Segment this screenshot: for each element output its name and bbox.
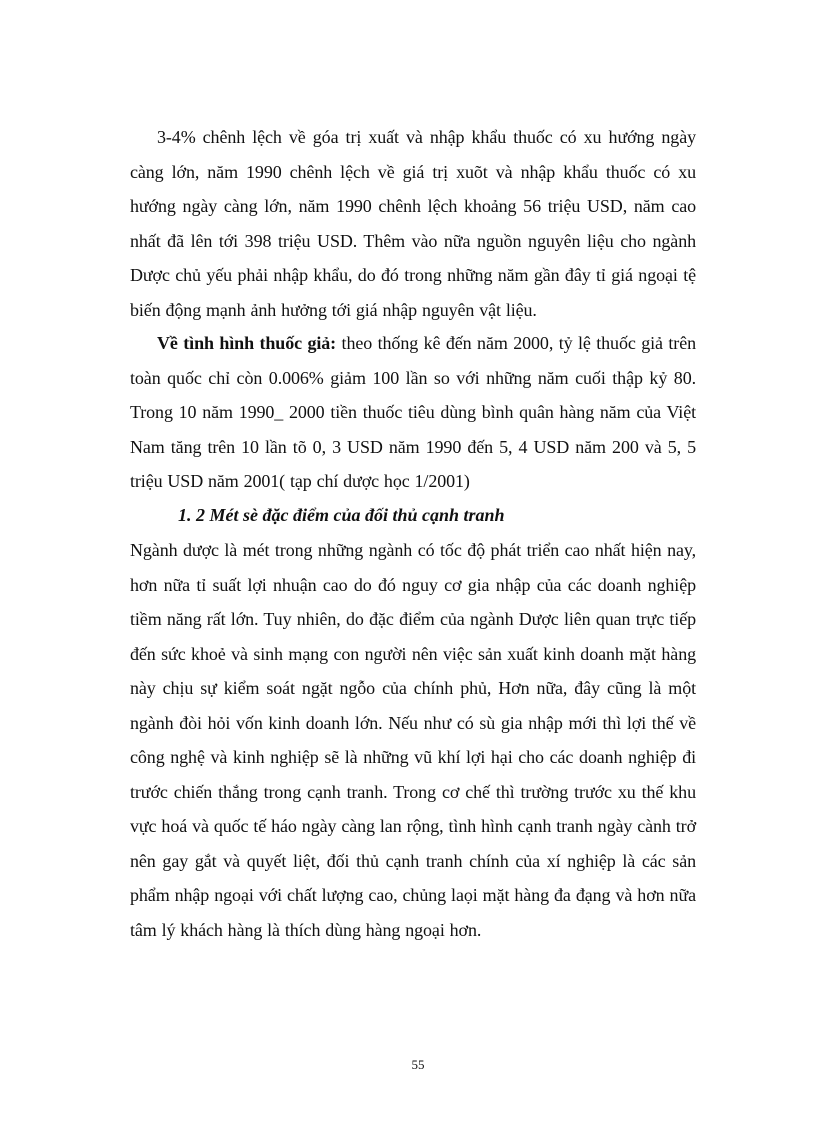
paragraph-counterfeit-drugs [130,326,696,499]
body-text-competitors [130,533,696,947]
section-heading: 1. 2 Mét sè đặc điểm của đối thủ cạnh tranh [178,505,505,525]
body-text-top [130,120,696,327]
body-text-counterfeit [130,326,696,499]
page-number: 55 [411,1057,425,1072]
paragraph-body: theo thống kê đến năm 2000, tỷ lệ thuốc giả trên toàn quốc chỉ còn 0.006% giảm 100 lần so với những năm cuối thập kỷ 80. Trong 10 năm 1990_ 2000 tiền thuốc tiêu dùng bình quân hàng năm của Việt Nam tăng trên 10 lần tõ 0, 3 USD năm 1990 đến 5, 4 USD năm 200 và 5, 5 triệu USD năm 2001( tạp chí dược học 1/2001) [130,333,696,491]
paragraph-trade-gap: 3-4% chênh lệch về góa trị xuất và nhập khẩu thuốc có xu hướng ngày càng lớn, năm 1990 chênh lệch về giá trị xuõt và nhập khẩu thuốc có xu hướng ngày càng lớn, năm 1990 chênh lệch khoảng 56 triệu USD, năm cao nhất đã lên tới 398 triệu USD. Thêm vào nữa nguồn nguyên liệu cho ngành Dược chủ yếu phải nhập khẩu, do đó trong những năm gần đây tỉ giá ngoại tệ biến động mạnh ảnh hưởng tới giá nhập nguyên vật liệu. [130,127,696,320]
paragraph-lead-bold: Về tình hình thuốc giả: [157,333,337,353]
paragraph-competitors: Ngành dược là mét trong những ngành có tốc độ phát triển cao nhất hiện nay, hơn nữa tỉ suất lợi nhuận cao do đó nguy cơ gia nhập của các doanh nghiệp tiềm năng rất lớn. Tuy nhiên, do đặc điểm của ngành Dược liên quan trực tiếp đến sức khoẻ và sinh mạng con người nên việc sản xuất kinh doanh mặt hàng này chịu sự kiểm soát ngặt ngỗo của chính phủ, Hơn nữa, đây cũng là một ngành đòi hỏi vốn kinh doanh lớn. Nếu như có sù gia nhập mới thì lợi thế về công nghệ và kinh nghiệp sẽ là những vũ khí lợi hại cho các doanh nghiệp đi trước chiến thắng trong cạnh tranh. Trong cơ chế thì trường trước xu thế khu vực hoá và quốc tế háo ngày càng lan rộng, tình hình cạnh tranh ngày cành trở nên gay gắt và quyết liệt, đối thủ cạnh tranh chính của xí nghiệp là các sản phẩm nhập ngoại với chất lượng cao, chủng laọi mặt hàng đa đạng và hơn nữa tâm lý khách hàng là thích dùng hàng ngoại hơn. [130,540,696,940]
